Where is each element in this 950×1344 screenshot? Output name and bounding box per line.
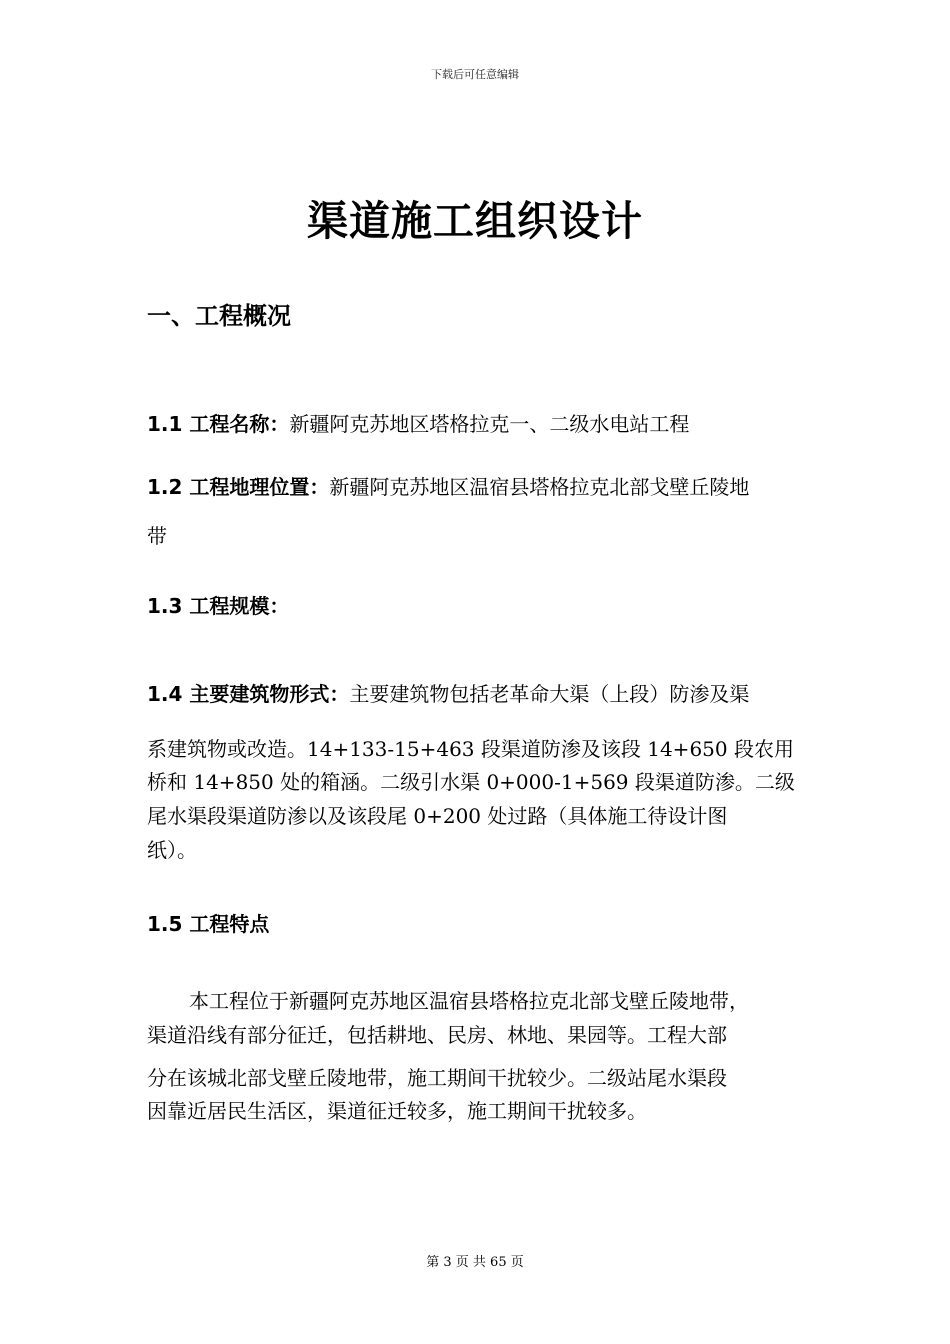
item-label: 1.4 主要建筑物形式：: [147, 682, 350, 706]
item-value: 新疆阿克苏地区塔格拉克一、二级水电站工程: [289, 412, 690, 436]
item-main-structures: [147, 678, 749, 707]
body-line: 桥和 14+850 处的箱涵。二级引水渠 0+000-1+569 段渠道防渗。二级: [147, 770, 795, 794]
body-line: 本工程位于新疆阿克苏地区温宿县塔格拉克北部戈壁丘陵地带，: [189, 989, 749, 1013]
item-project-location: [147, 471, 749, 500]
item-label: 1.1 工程名称：: [147, 412, 290, 436]
item-project-location-cont: 带: [147, 524, 167, 548]
page-number-footer: 第 3 页 共 65 页: [426, 1255, 524, 1270]
body-line: 纸）。: [147, 838, 197, 862]
item-value: 新疆阿克苏地区温宿县塔格拉克北部戈壁丘陵地: [329, 475, 750, 499]
body-line: 尾水渠段渠道防渗以及该段尾 0+200 处过路（具体施工待设计图: [147, 804, 728, 828]
item-project-features: [147, 908, 269, 937]
body-line: 渠道沿线有部分征迁，包括耕地、民房、林地、果园等。工程大部: [147, 1023, 727, 1047]
body-line: 分在该城北部戈壁丘陵地带，施工期间干扰较少。二级站尾水渠段: [147, 1066, 727, 1090]
item-label: 1.3 工程规模：: [147, 594, 290, 618]
item-project-name: [147, 408, 689, 437]
item-label: 1.5 工程特点: [147, 912, 270, 936]
header-note: 下载后可任意编辑: [431, 68, 519, 81]
item-value: 主要建筑物包括老革命大渠（上段）防渗及渠: [349, 682, 750, 706]
body-line: 系建筑物或改造。14+133-15+463 段渠道防渗及该段 14+650 段农用: [147, 737, 794, 761]
item-label: 1.2 工程地理位置：: [147, 475, 330, 499]
item-project-scale: [147, 590, 289, 619]
section-heading: 一、工程概况: [147, 302, 291, 330]
body-line: 因靠近居民生活区，渠道征迁较多，施工期间干扰较多。: [147, 1099, 647, 1123]
document-title: 渠道施工组织设计: [307, 197, 643, 245]
